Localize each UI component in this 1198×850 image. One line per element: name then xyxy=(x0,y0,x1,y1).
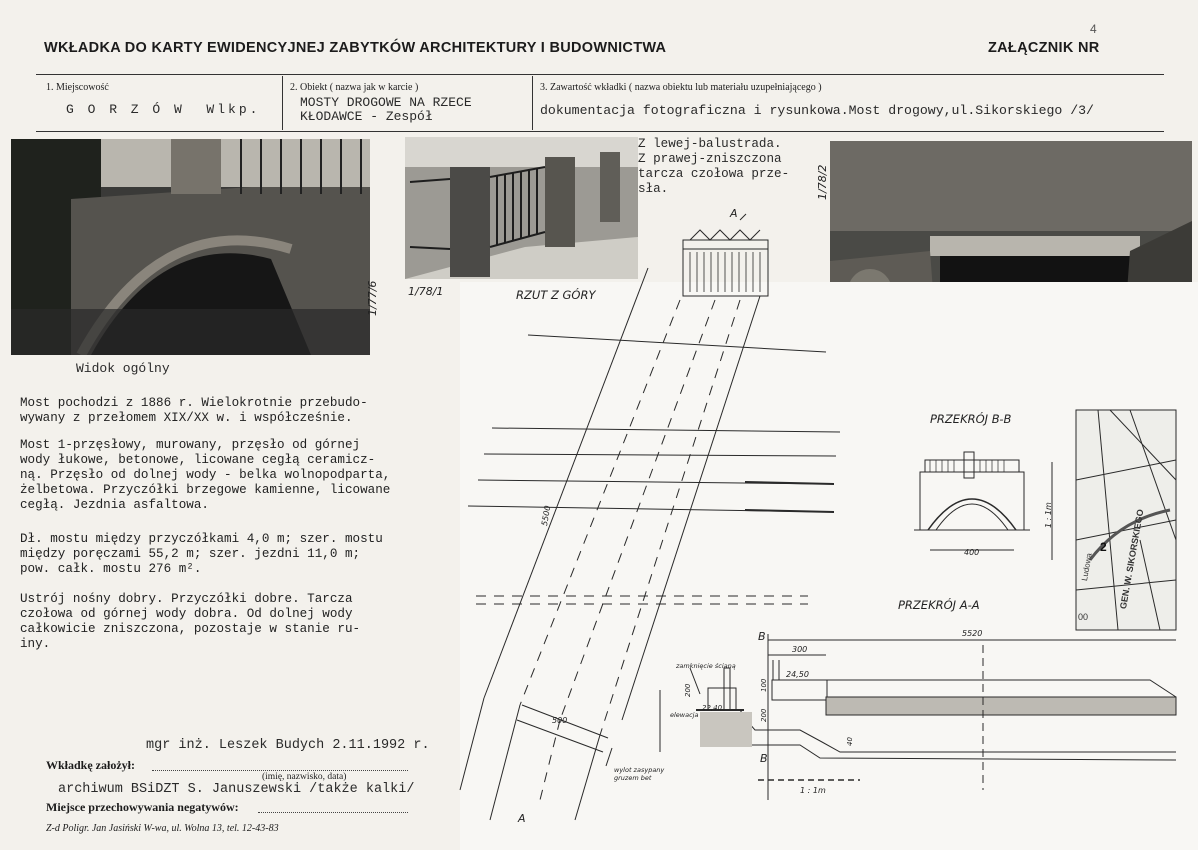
field-1-value: G O R Z Ó W Wlkp. xyxy=(66,102,261,117)
dim-400: 400 xyxy=(964,548,980,557)
note-outlet: wylot zasypany gruzem bet xyxy=(614,766,665,782)
field-3-label: 3. Zawartość wkładki ( nazwa obiektu lub materiału uzupełniającego ) xyxy=(540,82,822,93)
dim-5500: 5500 xyxy=(540,504,553,527)
field-2-label: 2. Obiekt ( nazwa jak w karcie ) xyxy=(290,82,419,93)
mark-a-top: A xyxy=(730,207,738,220)
mark-a-bottom: A xyxy=(518,812,526,825)
mark-b-bottom: B xyxy=(760,752,768,765)
map-street-ludowa: Ludowa xyxy=(1080,552,1094,582)
plan-title: RZUT Z GÓRY xyxy=(516,288,596,302)
map-marker-2: 2 xyxy=(1100,540,1107,554)
field-1-label: 1. Miejscowość xyxy=(46,82,109,93)
photo-2-number: 1/78/1 xyxy=(408,285,444,298)
made-by-hint: (imię, nazwisko, data) xyxy=(262,772,347,782)
level-2240: 22,40 xyxy=(702,704,723,712)
description-construction: Most 1-przęsłowy, murowany, przęsło od górnej wody łukowe, betonowe, licowane cegłą ceramicz- ną. Przęsło od dolnej wody - belka wolnopodparta, żelbetowa. Przyczółki brzegowe kamienne, licowane cegłą. Jezdnia asfaltowa. xyxy=(20,438,391,512)
dim-300: 300 xyxy=(792,645,808,654)
field-2-value-1: MOSTY DROGOWE NA RZECE xyxy=(300,95,472,110)
section-aa-title: PRZEKRÓJ A-A xyxy=(898,598,980,612)
storage-value: archiwum BSiDZT S. Januszewski /także kalki/ xyxy=(58,782,415,797)
field-2-value-2: KŁODAWCE - Zespół xyxy=(300,109,433,124)
attachment-label: ZAŁĄCZNIK NR xyxy=(988,40,1100,56)
section-bb-title: PRZEKRÓJ B-B xyxy=(930,412,1012,426)
photo-1-number: 1/77/6 xyxy=(366,280,379,316)
dim-200-left: 200 xyxy=(684,683,692,697)
scale-bb: 1 : 1m xyxy=(1044,502,1053,528)
photo-note: Z lewej-balustrada. Z prawej-zniszczona tarcza czołowa prze- sła. xyxy=(638,137,790,196)
map-number-00: 00 xyxy=(1078,612,1089,622)
map-street-sikorskiego: GEN. W. SIKORSKIEGO xyxy=(1118,508,1146,610)
made-by-label: Wkładkę założył: xyxy=(46,758,135,772)
author-signature: mgr inż. Leszek Budych 2.11.1992 r. xyxy=(146,738,430,753)
page-number: 4 xyxy=(1090,22,1097,36)
description-history: Most pochodzi z 1886 r. Wielokrotnie przebudo- wywany z przełomem XIX/XX w. i współcześnie. xyxy=(20,396,368,425)
storage-label: Miejsce przechowywania negatywów: xyxy=(46,800,239,814)
scale-aa: 1 : 1m xyxy=(800,786,826,795)
description-dimensions: Dł. mostu między przyczółkami 4,0 m; szer. mostu między poręczami 55,2 m; szer. jezdni 11,0 m; pow. całk. mostu 276 m². xyxy=(20,532,383,576)
dim-40: 40 xyxy=(846,737,854,746)
photo-3-number: 1/78/2 xyxy=(816,164,829,200)
elevation-label: elewacja xyxy=(670,711,699,719)
dim-5520: 5520 xyxy=(962,629,983,638)
dim-100: 100 xyxy=(760,678,768,692)
note-wall-closure: zamknięcie ścianą xyxy=(676,662,736,670)
field-3-value: dokumentacja fotograficzna i rysunkowa.Most drogowy,ul.Sikorskiego /3/ xyxy=(540,103,1094,118)
page-title: WKŁADKA DO KARTY EWIDENCYJNEJ ZABYTKÓW ARCHITEKTURY I BUDOWNICTWA xyxy=(44,40,667,56)
dim-200-right: 200 xyxy=(760,708,768,722)
printer-info: Z-d Poligr. Jan Jasiński W-wa, ul. Wolna 13, tel. 12-43-83 xyxy=(46,823,279,834)
dim-500: 500 xyxy=(552,716,568,725)
photo-1-caption: Widok ogólny xyxy=(76,361,170,376)
description-condition: Ustrój nośny dobry. Przyczółki dobre. Tarcza czołowa od górnej wody dobra. Od dolnej wody całkowicie zniszczona, pozostaje w stanie ru- iny. xyxy=(20,592,361,651)
plan-balustrade-sketch xyxy=(683,214,768,296)
section-bb-sketch xyxy=(914,452,1052,560)
level-2450: 24,50 xyxy=(786,670,809,679)
mark-b-top: B xyxy=(758,630,766,643)
